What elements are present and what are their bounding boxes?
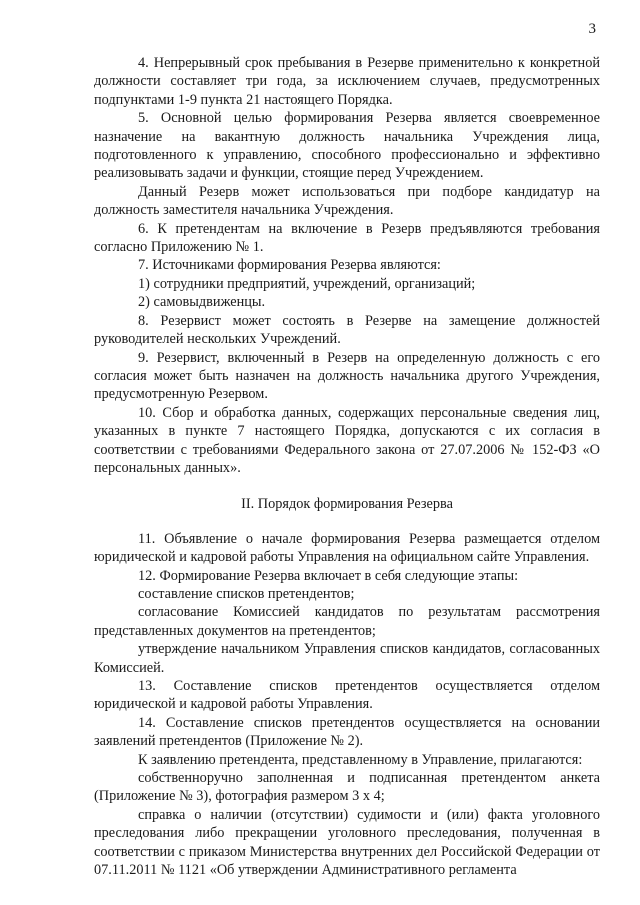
paragraph-6: 6. К претендентам на включение в Резерв предъявляются требования согласно Приложению № 1. [94, 220, 600, 256]
paragraph-14-attachments: К заявлению претендента, представленному в Управление, прилагаются: [138, 751, 583, 768]
paragraph-13: 13. Составление списков претендентов осуществляется отделом юридической и кадровой работы Управления. [94, 678, 600, 713]
paragraph-5: 5. Основной целью формирования Резерва является своевременное назначение на вакантную должность начальника Учреждения лица, подготовленного к управлению, способного профессионально и эффективно реализовывать задачи и функции, стоящие перед Учреждением. [94, 110, 600, 182]
paragraph-9: 9. Резервист, включенный в Резерв на определенную должность с его согласия может быть назначен на должность начальника другого Учреждения, предусмотренную Резервом. [94, 349, 600, 403]
paragraph-8: 8. Резервист может состоять в Резерве на замещение должностей руководителей нескольких Учреждений. [94, 312, 600, 348]
document-body [94, 54, 600, 879]
paragraph-14: 14. Составление списков претендентов осуществляется на основании заявлений претендентов (Приложение № 2). [94, 714, 600, 750]
paragraph-14-certificate: справка о наличии (отсутствии) судимости и (или) факта уголовного преследования либо прекращении уголовного преследования, полученная в соответствии с приказом Министерства внутренних дел Российской Федерации от 07.11.2011 № 1121 «Об утверждении Административного регламента [94, 806, 600, 879]
paragraph-11: 11. Объявление о начале формирования Резерва размещается отделом юридической и кадровой работы Управления на официальном сайте Управления. [94, 530, 600, 566]
paragraph-12-stage-3: утверждение начальником Управления списков кандидатов, согласованных Комиссией. [94, 641, 600, 676]
paragraph-7-item-2: 2) самовыдвиженцы. [138, 294, 266, 311]
paragraph-12: 12. Формирование Резерва включает в себя следующие этапы: [138, 567, 519, 584]
paragraph-12-stage-2: согласование Комиссией кандидатов по результатам рассмотрения представленных документов на претендентов; [94, 604, 600, 639]
paragraph-12-stage-1: составление списков претендентов; [138, 585, 355, 602]
paragraph-10: 10. Сбор и обработка данных, содержащих персональные сведения лиц, указанных в пункте 7 настоящего Порядка, допускаются с их согласия в соответствии с требованиями Федерального закона от 27.07.2006 № 152-ФЗ «О персональных данных». [94, 404, 600, 476]
paragraph-14-questionnaire: собственноручно заполненная и подписанная претендентом анкета (Приложение № 3), фотография размером 3 х 4; [94, 770, 600, 805]
page-number: 3 [588, 21, 596, 37]
paragraph-7: 7. Источниками формирования Резерва являются: [138, 257, 441, 274]
section-heading: II. Порядок формирования Резерва [241, 496, 453, 513]
paragraph-5-note: Данный Резерв может использоваться при подборе кандидатур на должность заместителя начальника Учреждения. [94, 183, 600, 219]
paragraph-4: 4. Непрерывный срок пребывания в Резерве применительно к конкретной должности составляет три года, за исключением случаев, предусмотренных подпунктами 1-9 пункта 21 настоящего Порядка. [94, 55, 600, 108]
paragraph-7-item-1: 1) сотрудники предприятий, учреждений, организаций; [138, 275, 476, 292]
